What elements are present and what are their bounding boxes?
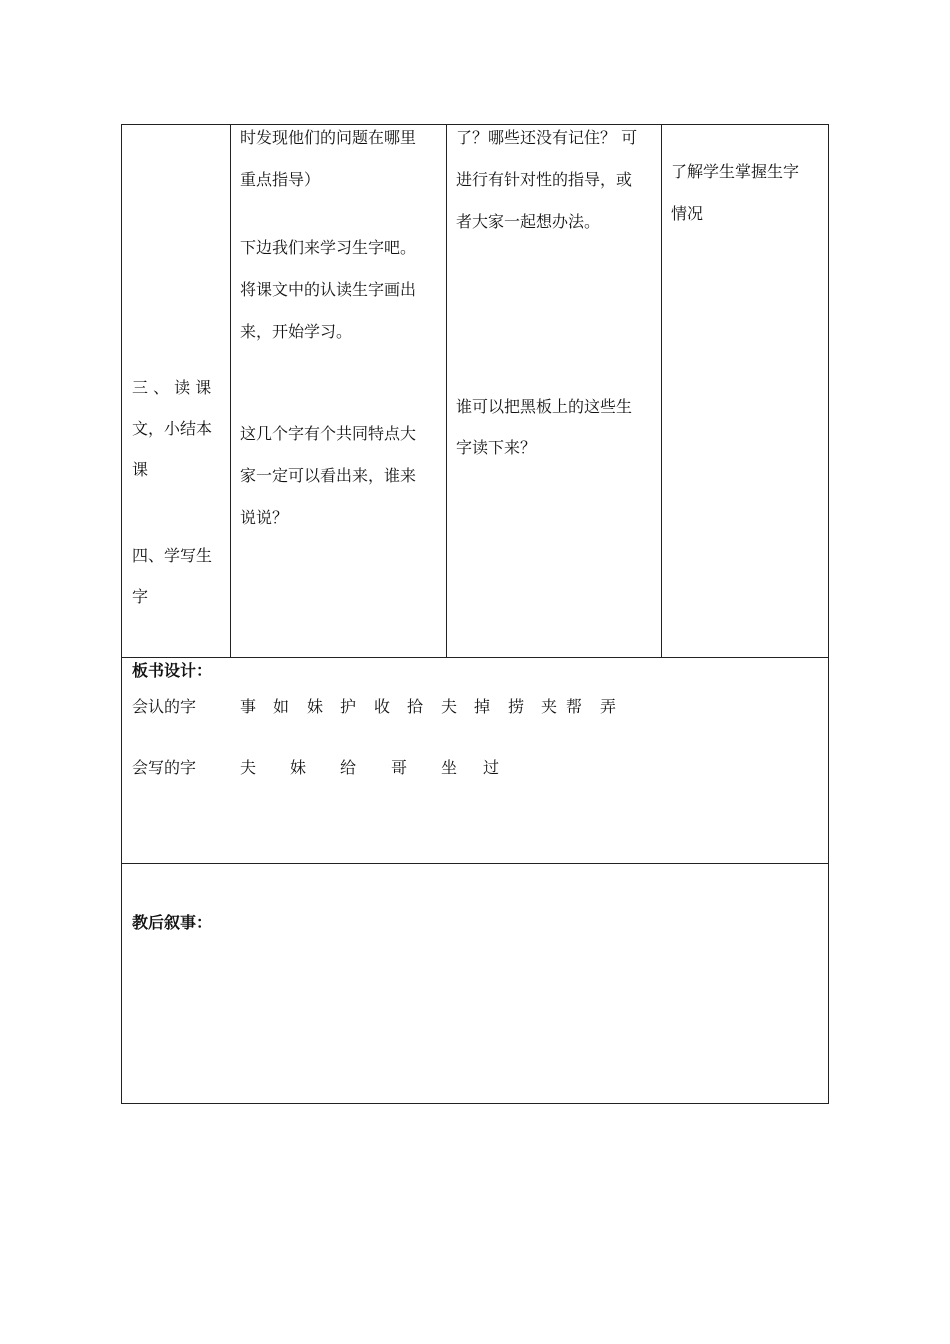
teacher-line: 下边我们来学习生字吧。 — [240, 238, 417, 257]
recognize-char: 妹 — [307, 697, 324, 716]
write-char: 坐 — [441, 758, 458, 777]
col-divider-1 — [230, 124, 231, 658]
board-design-title: 板书设计： — [132, 661, 213, 680]
teacher-line: 家一定可以看出来，谁来 — [240, 466, 417, 485]
step-line: 课 — [132, 460, 149, 479]
row-divider-1 — [121, 657, 829, 658]
write-char: 过 — [483, 758, 500, 777]
student-line: 了？哪些还没有记住？ 可 — [456, 128, 638, 147]
student-line: 字读下来？ — [456, 438, 537, 457]
row-divider-2 — [121, 863, 829, 864]
student-line: 进行有针对性的指导，或 — [456, 170, 633, 189]
purpose-line: 情况 — [671, 204, 704, 223]
teacher-line: 时发现他们的问题在哪里 — [240, 128, 417, 147]
col-divider-3 — [661, 124, 662, 658]
recognize-label: 会认的字 — [132, 697, 197, 716]
table-left-border — [121, 124, 122, 1104]
recognize-char: 护 — [340, 697, 357, 716]
teacher-line: 说说？ — [240, 508, 289, 527]
recognize-char: 夫 — [441, 697, 458, 716]
recognize-char: 夹 — [541, 697, 558, 716]
recognize-char: 弄 — [600, 697, 617, 716]
recognize-char: 帮 — [566, 697, 583, 716]
recognize-char: 收 — [374, 697, 391, 716]
step-line: 四、学写生 — [132, 546, 213, 565]
teacher-line: 重点指导） — [240, 170, 321, 189]
reflection-title: 教后叙事： — [132, 913, 213, 932]
write-char: 夫 — [240, 758, 257, 777]
recognize-char: 如 — [273, 697, 290, 716]
recognize-char: 事 — [240, 697, 257, 716]
teacher-line: 这几个字有个共同特点大 — [240, 424, 417, 443]
table-bottom-border — [121, 1103, 829, 1104]
write-char: 给 — [340, 758, 357, 777]
step-line: 字 — [132, 587, 149, 606]
step-line: 三 、 读 课 — [132, 378, 212, 397]
recognize-char: 捞 — [508, 697, 525, 716]
write-char: 妹 — [290, 758, 307, 777]
recognize-char: 掉 — [474, 697, 491, 716]
student-line: 者大家一起想办法。 — [456, 212, 601, 231]
student-line: 谁可以把黑板上的这些生 — [456, 397, 633, 416]
recognize-char: 拾 — [407, 697, 424, 716]
write-char: 哥 — [391, 758, 408, 777]
table-top-border — [121, 124, 829, 125]
write-label: 会写的字 — [132, 758, 197, 777]
teacher-line: 将课文中的认读生字画出 — [240, 280, 417, 299]
col-divider-2 — [446, 124, 447, 658]
purpose-line: 了解学生掌握生字 — [671, 162, 800, 181]
table-right-border — [828, 124, 829, 1104]
step-line: 文，小结本 — [132, 419, 213, 438]
teacher-line: 来，开始学习。 — [240, 322, 353, 341]
